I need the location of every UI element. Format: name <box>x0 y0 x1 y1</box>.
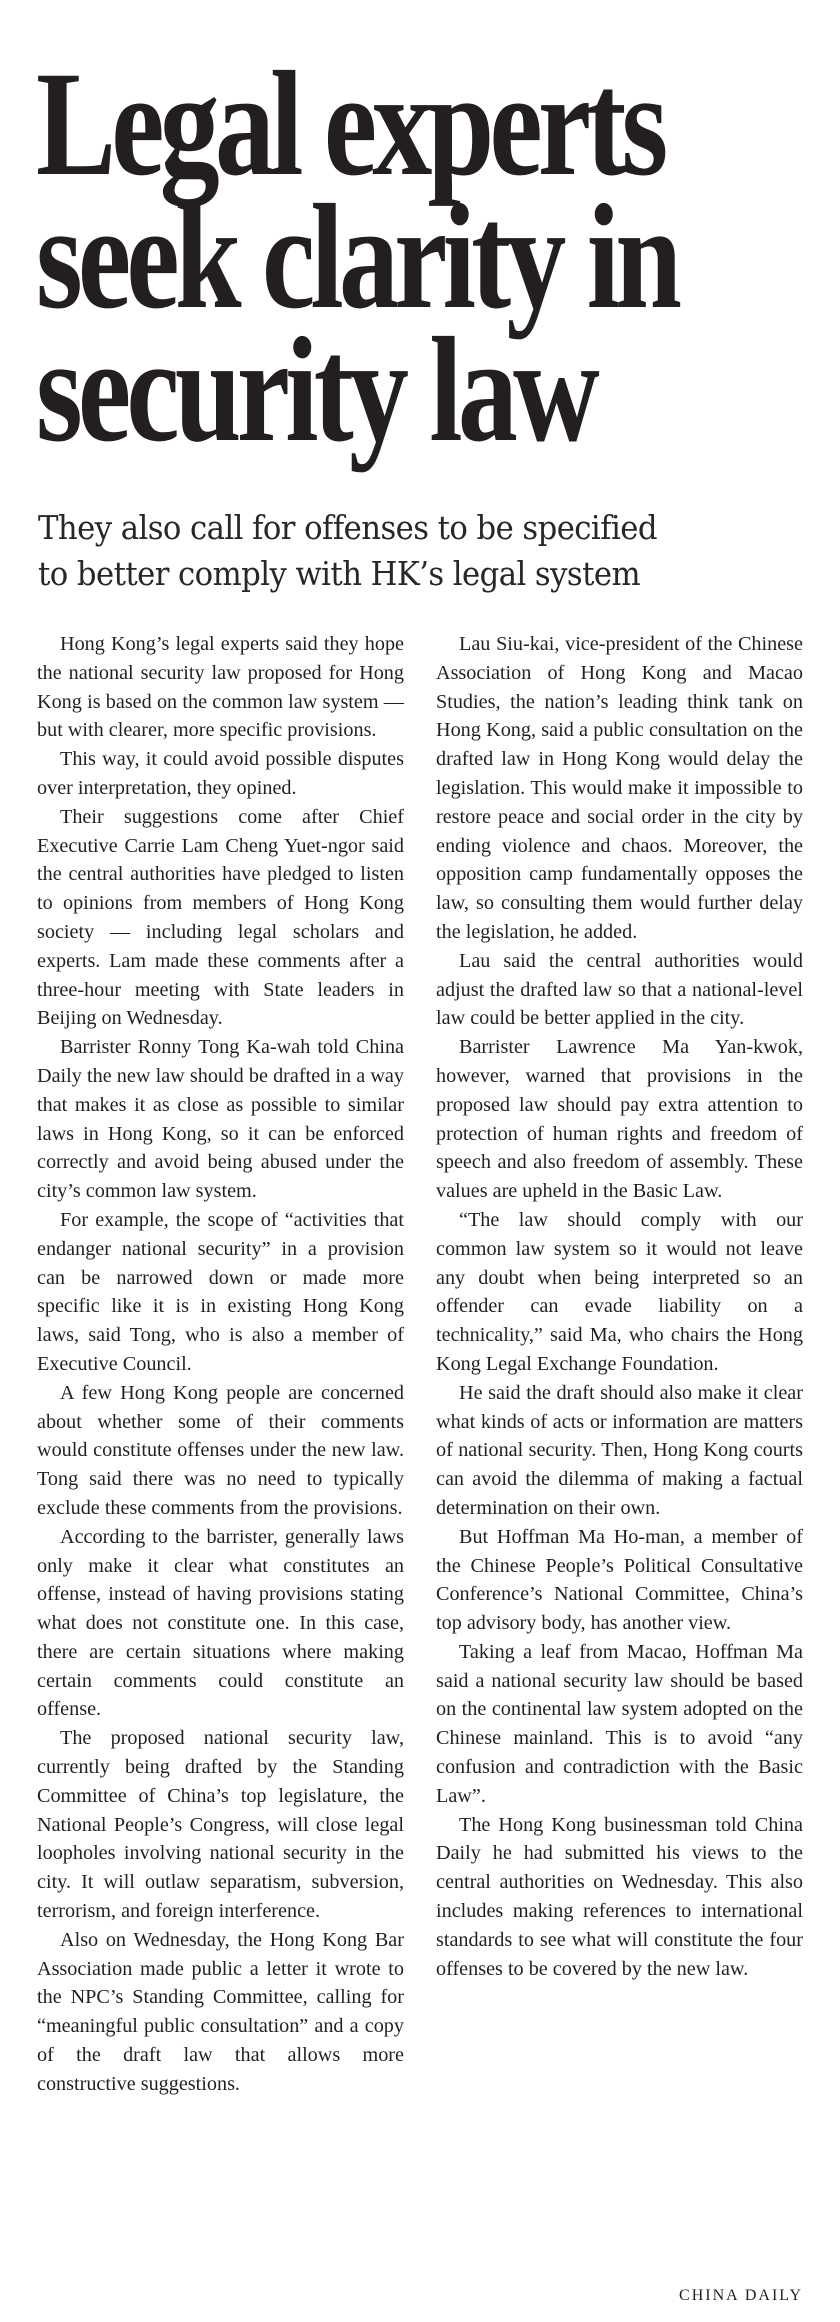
paragraph: Their suggestions come after Chief Executive Carrie Lam Cheng Yuet-ngor said the central authorities have pledged to listen to opinions from members of Hong Kong society — including legal scholars and experts. Lam made these comments after a three-hour meeting with State leaders in Beijing on Wednesday. <box>37 805 404 1030</box>
paragraph: A few Hong Kong people are concerned about whether some of their comments would constitute offenses under the new law. Tong said there was no need to typically exclude these comments from the provisions. <box>37 1381 404 1519</box>
paragraph: The proposed national security law, currently being drafted by the Standing Committee of China’s top legislature, the National People’s Congress, will close legal loopholes involving national security in the city. It will outlaw separatism, subversion, terrorism, and foreign interference. <box>37 1727 404 1923</box>
paragraph: Barrister Lawrence Ma Yan-kwok, however, warned that provisions in the proposed law should pay extra attention to protection of human rights and freedom of speech and also freedom of assembly. These values are upheld in the Basic Law. <box>436 1036 803 1203</box>
paragraph: He said the draft should also make it clear what kinds of acts or information are matters of national security. Then, Hong Kong courts can avoid the dilemma of making a factual determination on their own. <box>436 1381 803 1519</box>
subheadline <box>38 505 773 597</box>
paragraph: For example, the scope of “activities that endanger national security” in a provision can be narrowed down or made more specific like it is in existing Hong Kong laws, said Tong, who is also a member of Executive Council. <box>37 1208 404 1375</box>
paragraph: The Hong Kong businessman told China Daily he had submitted his views to the central authorities on Wednesday. This also includes making references to international standards to see what will constitute the four offenses to be covered by the new law. <box>436 1813 803 1980</box>
paragraph: Barrister Ronny Tong Ka-wah told China Daily the new law should be drafted in a way that makes it as close as possible to similar laws in Hong Kong, so it can be enforced correctly and avoid being abused under the city’s common law system. <box>37 1036 404 1203</box>
paragraph: This way, it could avoid possible disputes over interpretation, they opined. <box>37 748 404 799</box>
paragraph: Taking a leaf from Macao, Hoffman Ma said a national security law should be based on the continental law system adopted on the Chinese mainland. This is to avoid “any confusion and contradiction with the Basic Law”. <box>436 1640 803 1807</box>
subheadline-line: to better comply with HK’s legal system <box>38 554 641 593</box>
paragraph: According to the barrister, generally laws only make it clear what constitutes an offense, instead of having provisions stating what does not constitute one. In this case, there are certain situations where making certain comments could constitute an offense. <box>37 1525 404 1721</box>
paragraph: Also on Wednesday, the Hong Kong Bar Association made public a letter it wrote to the NPC’s Standing Committee, calling for “meaningful public consultation” and a copy of the draft law that allows more constructive suggestions. <box>37 1928 404 2095</box>
paragraph: Lau said the central authorities would adjust the drafted law so that a national-level law could be better applied in the city. <box>436 949 803 1030</box>
source-credit: CHINA DAILY <box>679 2287 803 2304</box>
headline-line: security law <box>36 307 595 473</box>
headline <box>36 41 678 473</box>
article-column-left <box>37 630 404 2099</box>
article-column-right <box>436 630 803 1983</box>
subheadline-line: They also call for offenses to be specified <box>38 508 657 547</box>
paragraph: “The law should comply with our common law system so it would not leave any doubt when being interpreted so an offender can evade liability on a technicality,” said Ma, who chairs the Hong Kong Legal Exchange Foundation. <box>436 1208 803 1375</box>
paragraph: Lau Siu-kai, vice-president of the Chinese Association of Hong Kong and Macao Studies, the nation’s leading think tank on Hong Kong, said a public consultation on the drafted law in Hong Kong would delay the legislation. This would make it impossible to restore peace and social order in the city by ending violence and chaos. Moreover, the opposition camp fundamentally opposes the law, so consulting them would further delay the legislation, he added. <box>436 633 803 943</box>
headline-line: Legal experts <box>36 41 664 207</box>
headline-line: seek clarity in <box>36 174 678 340</box>
paragraph: Hong Kong’s legal experts said they hope the national security law proposed for Hong Kong is based on the common law system — but with clearer, more specific provisions. <box>37 633 404 742</box>
paragraph: But Hoffman Ma Ho-man, a member of the Chinese People’s Political Consultative Conference’s National Committee, China’s top advisory body, has another view. <box>436 1525 803 1635</box>
